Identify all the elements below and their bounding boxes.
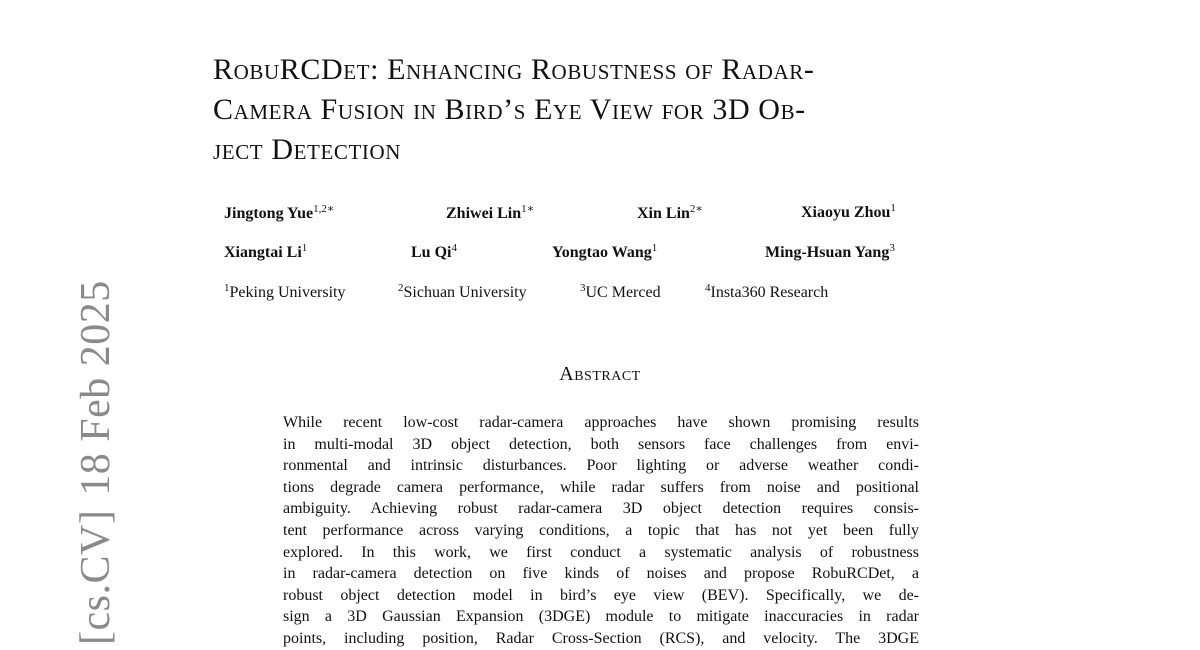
author-affil-mark: 1,2∗ <box>313 203 335 215</box>
author-name: Xin Lin <box>637 205 690 222</box>
author-name: Xiangtai Li <box>224 244 302 261</box>
abstract-line: tent performance across varying conditions, a topic that has not yet been fully <box>283 521 919 539</box>
abstract-line: tions degrade camera performance, while radar suffers from noise and positional <box>283 478 919 496</box>
arxiv-category: [cs.CV] <box>73 509 119 645</box>
affiliation-mark: 3 <box>580 282 586 294</box>
author-name: Yongtao Wang <box>552 244 652 261</box>
abstract-line: robust object detection model in bird’s eye view (BEV). Specifically, we de- <box>283 586 919 604</box>
author <box>765 242 895 262</box>
author-name: Xiaoyu Zhou <box>801 204 891 221</box>
author <box>801 202 896 222</box>
affiliation <box>224 282 346 302</box>
author-affil-mark: 1∗ <box>521 203 535 215</box>
affiliation <box>398 282 527 302</box>
author <box>224 202 334 223</box>
author <box>411 242 457 262</box>
affiliation-name: Peking University <box>229 284 346 301</box>
author-name: Ming-Hsuan Yang <box>765 244 890 261</box>
abstract-body <box>283 412 919 650</box>
abstract-line: in multi-modal 3D object detection, both sensors face challenges from envi- <box>283 435 919 453</box>
affiliation <box>705 282 828 302</box>
abstract-line: explored. In this work, we first conduct a systematic analysis of robustness <box>283 543 919 561</box>
affiliation-name: UC Merced <box>585 284 661 301</box>
affiliation-name: Sichuan University <box>403 284 527 301</box>
abstract-line: in radar-camera detection on five kinds of noises and propose RobuRCDet, a <box>283 565 919 583</box>
paper-title: RobuRCDet: Enhancing Robustness of Radar- Camera Fusion in Bird’s Eye View for 3D Ob- ject Detection <box>213 53 815 166</box>
author <box>224 242 307 262</box>
author-name: Jingtong Yue <box>224 205 314 222</box>
author-name: Lu Qi <box>411 244 452 261</box>
affiliation-name: Insta360 Research <box>710 284 829 301</box>
abstract-line: While recent low-cost radar-camera approaches have shown promising results <box>283 414 919 431</box>
affiliation-mark: 1 <box>224 282 230 294</box>
author-name: Zhiwei Lin <box>446 205 522 222</box>
abstract-line: ronmental and intrinsic disturbances. Poor lighting or adverse weather condi- <box>283 457 919 475</box>
author <box>446 202 534 223</box>
affiliation-mark: 4 <box>705 282 711 294</box>
author <box>637 202 703 223</box>
author <box>552 242 657 262</box>
abstract-line: sign a 3D Gaussian Expansion (3DGE) module to mitigate inaccuracies in radar <box>283 608 919 626</box>
abstract-line: ambiguity. Achieving robust radar-camera 3D object detection requires consis- <box>283 500 919 518</box>
author-affil-mark: 2∗ <box>689 203 703 215</box>
affiliation-mark: 2 <box>398 282 404 294</box>
abstract-heading: Abstract <box>559 363 641 385</box>
author-affil-mark: 3 <box>889 242 895 254</box>
author-affil-mark: 1 <box>890 202 896 214</box>
author-affil-mark: 1 <box>651 242 658 254</box>
author-affil-mark: 1 <box>301 242 308 254</box>
affiliation <box>580 282 661 302</box>
author-affil-mark: 4 <box>451 242 457 254</box>
arxiv-date: 18 Feb 2025 <box>73 280 119 496</box>
abstract-line: points, including position, Radar Cross-Section (RCS), and velocity. The 3DGE <box>283 629 919 647</box>
arxiv-sidebar-stamp <box>72 280 120 645</box>
